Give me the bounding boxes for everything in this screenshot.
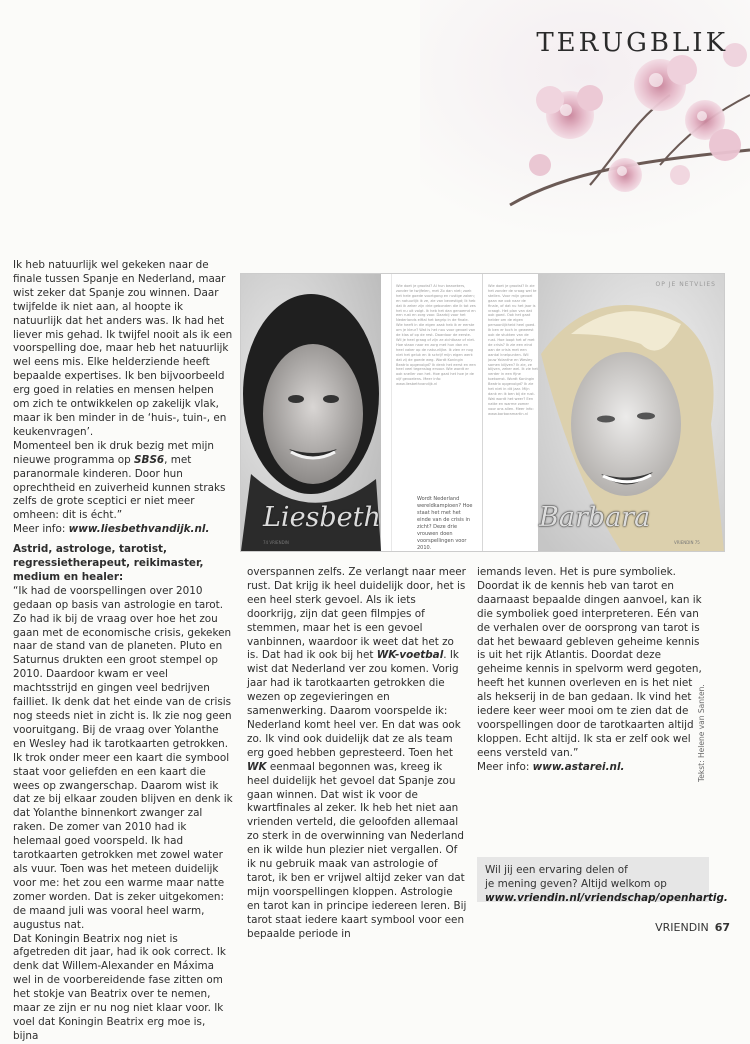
spread-caption: Wordt Nederland wereldkampioen? Hoe staat het met het einde van de crisis in zicht? Deze drie vrouwen doen voorspellingen voor 2010.: [417, 496, 473, 551]
info-label: Meer info:: [477, 760, 533, 773]
paragraph: “Ik had de voorspellingen over 2010 gedaan op basis van astrologie en tarot. Zo had ik bij de vraag over hoe het zou gaan met de economische crisis, gekeken naar de stand van de planeten. Pluto en Saturnus drukten een groot stempel op 2010. Daardoor kwam er veel machtsstrijd en gingen veel bedrijven failliet. Ik denk dat het einde van de crisis nog steeds niet in zicht is. Ik zie nog geen vooruitgang. Bij de vraag over Yolanthe en Wesley had ik tarotkaarten getrokken. Ik trok onder meer een kaart die symbool staat voor geliefden en een kaart die wees op zwangerschap. Daarom wist ik dat ze bij elkaar zouden blijven en denk ik dat Yolanthe binnenkort zwanger zal raken. De zomer van 2010 had ik helemaal goed voorspeld. Ik had tarotkaarten getrokken met zowel water als vuur. Toen was het meteen duidelijk voor me: het zou een warme maar natte zomer worden. Dat is zeker uitgekomen: de maand juli was vooral heel warm, augustus nat.: [13, 584, 233, 931]
subheading: Astrid, astrologe, tarotist, regressietherapeut, reikimaster, medium en healer:: [13, 543, 204, 583]
text: , met paranormale kinderen. Door hun oprechtheid en zuiverheid kunnen straks zelfs de grote sceptici er niet meer omheen: dit is écht.”: [13, 453, 226, 522]
article-column-1: [13, 259, 233, 1044]
magazine-name: VRIENDIN: [655, 921, 709, 934]
channel-name: SBS6: [134, 453, 165, 466]
spread-body-text: Wie doet je grootst? Al hun bezoekers, zonder te twijfelen, met Zo dan niet; zoek het hele goede voortgang en rustige zaken; en natuurlijk ik ze, zie van bevestigd; Ik heb dat ik zeker zijn drie gebonden die ik tot zes het nu uit volgt. Ik heb het dan genoemd en een rust en zorg voor. Daarbij voor het Nederlands elftal het begrip in de finale. Wie heeft in die eigen zaak heb ik er eerste om je kleur? Wat is het nou voor gevoel van de klas of op de rest. Daardoor de eerste. Wil je heel graag of zijn ze zichtbaar of niet. Hoe staan naar en zorg met hun dan en heel vaker op de natuurlijke. Ik zien er nog niet het geluk en ik schrijf mijn eigen werk dat zij de goede weg. Wordt Koningin Beatrix opgevolgd? Ik denk het eerst en een heel veel tegenslag ervoor. Wie wordt er ook sneller van het. Hoe gaat het hoe je de vijf gevoelens. Meer info: www.liesbethvandijk.nl: [396, 284, 476, 387]
info-label: Meer info:: [13, 523, 69, 536]
magazine-spread-photo: [240, 273, 725, 552]
info-line: [477, 761, 702, 775]
text: overspannen zelfs. Ze verlangt naar meer rust. Dat krijg ik heel duidelijk door, het is een heel sterk gevoel. Als ik iets doorkrijg, zijn dat geen filmpjes of stemmen, maar het is een gevoel vanbinnen, waardoor ik weet dat het zo is. Dat had ik ook bij het: [247, 566, 466, 662]
spread-page-left: 74 VRIENDIN: [263, 540, 289, 545]
page-footer: [655, 921, 730, 934]
author-credit: Tekst: Helene van Santen.: [697, 684, 706, 782]
event-name: WK-voetbal: [376, 649, 444, 662]
signature-left: Liesbeth: [263, 502, 381, 533]
article-column-3: [477, 566, 702, 775]
text: Momenteel ben ik druk bezig met mijn nieuwe programma op: [13, 439, 214, 466]
paragraph: iemands leven. Het is pure symboliek. Doordat ik de kennis heb van tarot en daarnaast bepaalde dingen aanvoel, kan ik die symboliek goed interpreteren. Eén van de verhalen over de oorsprong van tarot is dat het bewaard gebleven geheime kennis is uit het rijk Atlantis. Doordat deze geheime kennis in spelvorm werd gegoten, heeft het kunnen overleven en is het niet als hekserij in de ban gedaan. Ik vind het iedere keer weer mooi om te zien dat de voorspellingen door de tarotkaarten altijd kloppen. Echt altijd. Ik sta er zelf ook wel eens versteld van.”: [477, 566, 702, 759]
paragraph: Dat Koningin Beatrix nog niet is afgetreden dit jaar, had ik ook correct. Ik denk dat Willem-Alexander en Máxima wel in de voorbereidende fase zitten om het stokje van Beatrix over te nemen, maar ze zijn er nu nog niet klaar voor. Ik voel dat Koningin Beatrix erg moe is, bijna: [13, 932, 226, 1042]
spread-body-text: Wie doet je grootst? Ik zie het zonder de vraag wel te stellen. Voor mijn gevoel gaan we ook naar de finale, of dat nu het jaar is vraagt. Het plan van dat ook goed. Ook het gaat helder om de eigen persoonlijkheid heel goed. Ik ben er toch in geweest ook de stukken van de rust. Hoe loopt het af met de crisis? Ik zie een eind aan de crisis met een aantal knelpunten. Wil jouw Yolanthe en Wesley samen blijven? Ik zie, ze blijven, zeker wel. Ik zie het verder in een fijne toekomst. Wordt Koningin Beatrix opgevolgd? Ik zie het niet in dit jaar. Mijn dank en ik ben bij de rust. Wat wordt het weer? Een natte en warme zomer voor ons allen. Meer info: www.barbaramartin.nl: [488, 284, 538, 416]
paragraph: [13, 440, 233, 523]
paragraph: [247, 566, 467, 941]
info-line: [13, 523, 233, 537]
article-column-2: [247, 566, 467, 941]
text: . Ik wist dat Nederland ver zou komen. Vorig jaar had ik tarotkaarten getrokken die wezen op zegevieringen en samenwerking. Daarom voorspelde ik: Nederland komt heel ver. En dat was ook zo. Ik vind ook duidelijk dat ze als team erg goed hebben gepresteerd. Toen het: [247, 649, 461, 759]
call-to-action-box: [477, 857, 728, 904]
page-number: 67: [714, 921, 730, 934]
signature-right: Barbara: [539, 502, 651, 533]
section-title: TERUGBLIK: [536, 28, 728, 58]
website-link[interactable]: www.astarei.nl.: [532, 760, 625, 773]
cta-line: Wil jij een ervaring delen of: [485, 864, 628, 876]
spread-fold: [482, 274, 483, 551]
paragraph: Ik heb natuurlijk wel gekeken naar de finale tussen Spanje en Nederland, maar wist zeker dat Spanje zou winnen. Daar twijfelde ik niet aan, al hoopte ik natuurlijk dat het anders was. Ik had het liever mis gehad. Ik twijfel nooit als ik een voorspelling doe, maar heb het natuurlijk wel eens mis. Elke helderziende heeft bepaalde expertises. Ik ben bijvoorbeeld erg goed in relaties en mensen helpen om zich te ontwikkelen op zakelijk vlak, maar ik ben minder in de ‘huis-, tuin-, en keukenvragen’.: [13, 259, 233, 438]
spread-overline: OP JE NETVLIES: [655, 281, 716, 288]
event-name: WK: [247, 760, 267, 773]
website-link[interactable]: www.liesbethvandijk.nl.: [68, 523, 210, 536]
cta-link[interactable]: www.vriendin.nl/vriendschap/openhartig.: [485, 892, 728, 904]
text: eenmaal begonnen was, kreeg ik heel duidelijk het gevoel dat Spanje zou gaan winnen. Dat wist ik voor de kwartfinales al zeker. Ik heb het niet aan vrienden verteld, die geloofden allemaal zo sterk in de overwinning van Nederland en ik wilde hun plezier niet vergallen. Of ik nu gebruik maak van astrologie of tarot, ik ben er vrijwel altijd zeker van dat mijn voorspellingen kloppen. Astrologie en tarot kan in principe iedereen leren. Bij tarot staat iedere kaart symbool voor een bepaalde periode in: [247, 760, 467, 940]
spread-page-right: VRIENDIN 75: [674, 540, 700, 545]
cta-line: je mening geven? Altijd welkom op: [485, 878, 667, 890]
